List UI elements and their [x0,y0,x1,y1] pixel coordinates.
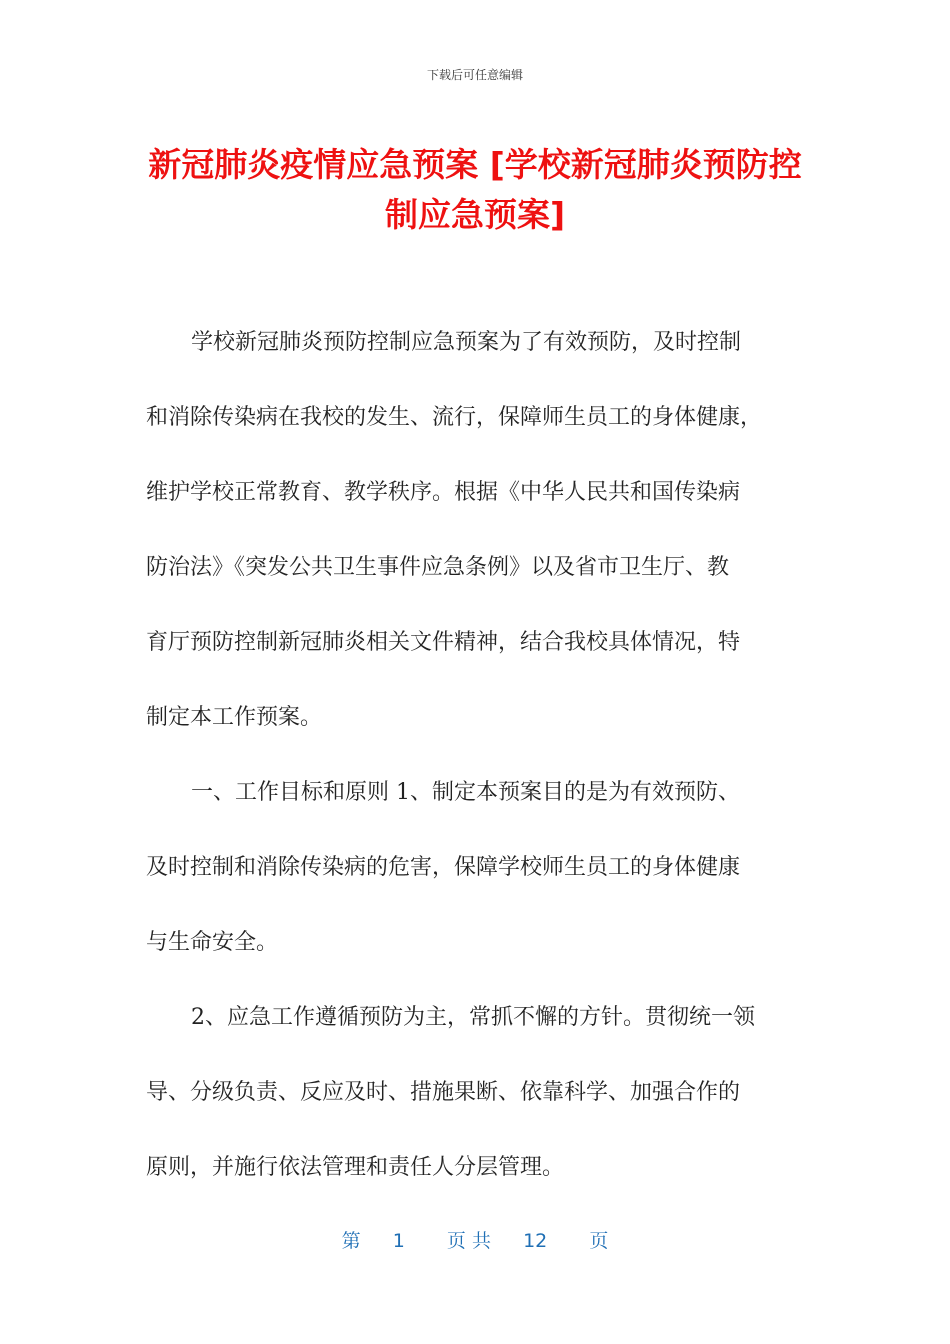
paragraph-line: 和消除传染病在我校的发生、流行，保障师生员工的身体健康， [146,405,763,430]
paragraph-line: 及时控制和消除传染病的危害，保障学校师生员工的身体健康 [146,855,741,880]
document-body [146,320,806,1220]
paragraph-line: 学校新冠肺炎预防控制应急预案为了有效预防，及时控制 [191,330,742,355]
paragraph-2 [146,770,806,995]
paragraph-line: 维护学校正常教育、教学秩序。根据《中华人民共和国传染病 [146,480,741,505]
paragraph-line: 防治法》《突发公共卫生事件应急条例》以及省市卫生厅、教 [146,555,730,580]
header-note: 下载后可任意编辑 [426,68,523,82]
paragraph-line: 制定本工作预案。 [146,705,323,730]
paragraph-line: 与生命安全。 [146,930,279,955]
footer-total-pages: 12 [523,1230,548,1252]
title-line-2: 制应急预案] [384,195,566,234]
title-line-1: 新冠肺炎疫情应急预案 [学校新冠肺炎预防控 [148,145,802,184]
paragraph-3 [146,995,806,1220]
footer-prefix: 第 [341,1230,361,1252]
paragraph-line: 育厅预防控制新冠肺炎相关文件精神，结合我校具体情况，特 [146,630,741,655]
footer-page-number: 1 [392,1230,405,1252]
paragraph-1 [146,320,806,770]
paragraph-line: 原则，并施行依法管理和责任人分层管理。 [146,1155,565,1180]
page-footer [0,1226,950,1253]
footer-middle: 页 共 [446,1230,491,1252]
paragraph-line: 一、工作目标和原则 1、制定本预案目的是为有效预防、 [191,780,740,805]
footer-suffix: 页 [589,1230,609,1252]
paragraph-line: 2、应急工作遵循预防为主，常抓不懈的方针。贯彻统一领 [191,1005,755,1030]
paragraph-line: 导、分级负责、反应及时、措施果断、依靠科学、加强合作的 [146,1080,741,1105]
document-title [130,140,820,240]
